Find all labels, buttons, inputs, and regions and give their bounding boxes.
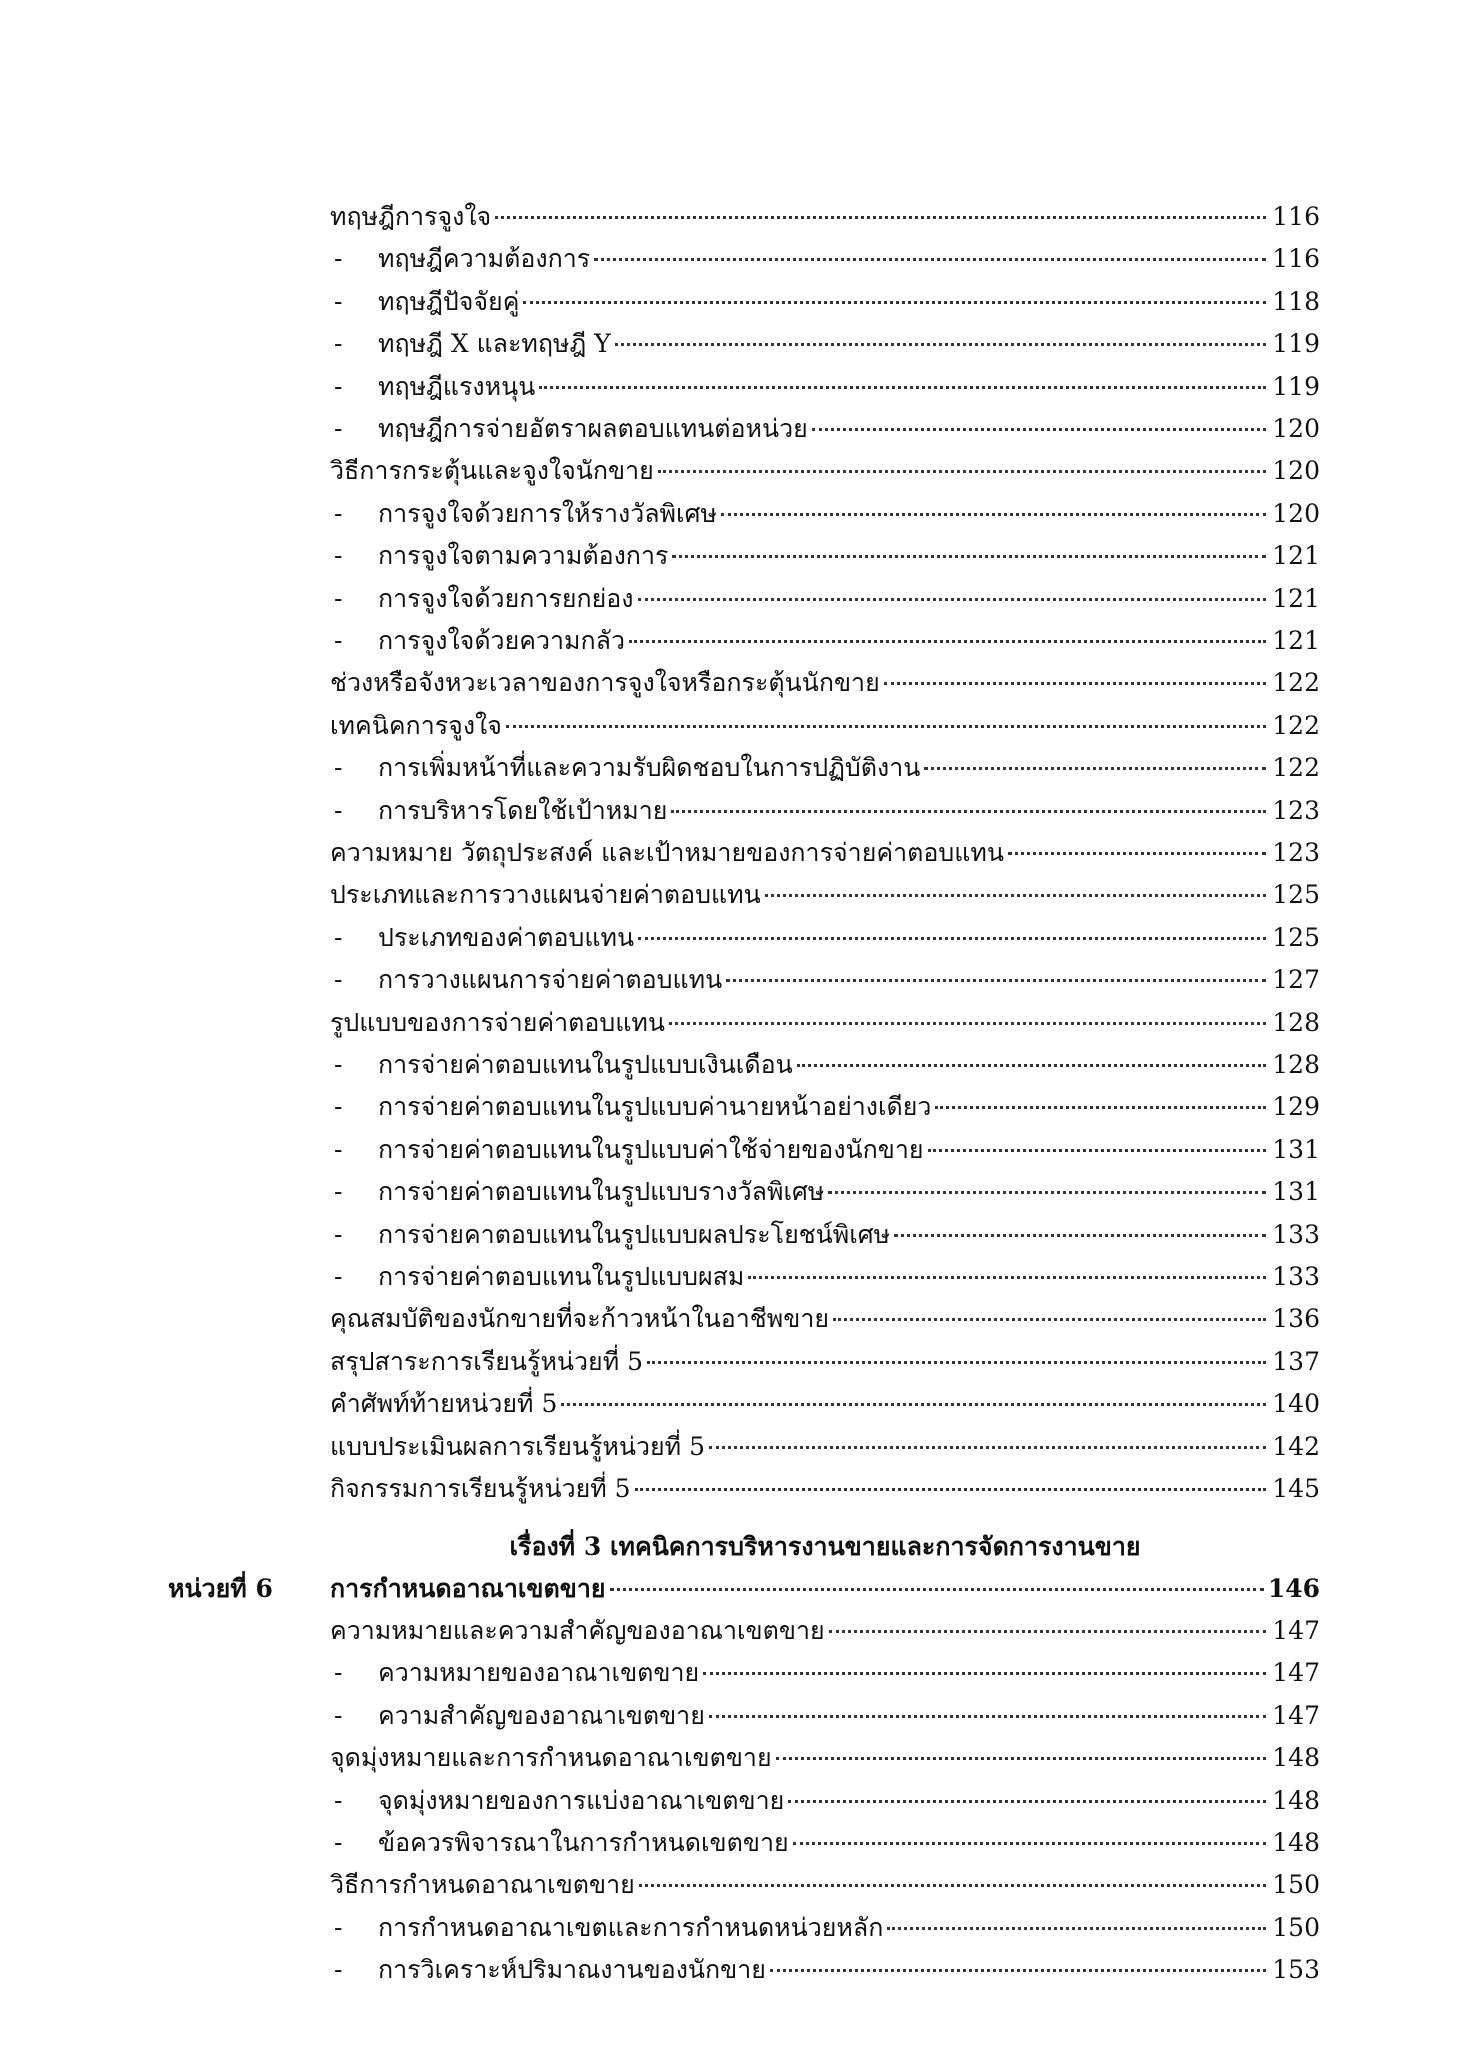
dot-leader	[776, 1757, 1266, 1760]
toc-subentry[interactable]	[330, 537, 1320, 575]
dot-leader	[669, 1022, 1266, 1025]
toc-entry-page: 119	[1272, 329, 1320, 359]
dot-leader	[539, 386, 1266, 389]
dot-leader	[887, 1927, 1266, 1930]
dot-leader	[770, 1969, 1266, 1972]
toc-entry-label: การจูงใจด้วยการยกย่อง	[378, 583, 634, 613]
toc-entry-label: รูปแบบของการจ่ายค่าตอบแทน	[330, 1007, 665, 1037]
toc-subentry[interactable]	[330, 1046, 1320, 1084]
toc-entry-label: การวางแผนการจ่ายค่าตอบแทน	[378, 965, 723, 995]
toc-entry[interactable]	[330, 664, 1320, 702]
toc-subentry[interactable]	[330, 792, 1320, 830]
toc-subentry[interactable]	[330, 1654, 1320, 1692]
dot-leader	[828, 1191, 1266, 1194]
toc-subentry[interactable]	[330, 961, 1320, 999]
toc-entry-label: การจ่ายค่าตอบแทนในรูปแบบรางวัลพิเศษ	[378, 1177, 825, 1207]
dot-leader	[506, 725, 1266, 728]
list-dash: -	[334, 1134, 343, 1164]
toc-entry-page: 127	[1272, 965, 1320, 995]
toc-subentry[interactable]	[330, 1782, 1320, 1820]
dot-leader	[797, 1064, 1266, 1067]
toc-entry[interactable]	[330, 452, 1320, 490]
dot-leader	[658, 470, 1266, 473]
toc-entry-label: การจูงใจด้วยความกลัว	[378, 626, 626, 655]
toc-entry-page: 122	[1272, 668, 1320, 698]
toc-entry-page: 120	[1272, 498, 1320, 528]
toc-subentry[interactable]	[330, 1909, 1320, 1947]
toc-entry-page: 148	[1272, 1743, 1320, 1773]
list-dash: -	[334, 1092, 343, 1122]
toc-entry-label: ความหมาย วัตถุประสงค์ และเป้าหมายของการจ่ายค่าตอบแทน	[330, 838, 1004, 867]
toc-entry-page: 119	[1272, 371, 1320, 401]
toc-entry[interactable]	[330, 1343, 1320, 1381]
toc-entry-page: 128	[1272, 1050, 1320, 1079]
toc-entry[interactable]	[330, 198, 1320, 236]
dot-leader	[726, 979, 1266, 982]
toc-entry-page: 116	[1272, 202, 1320, 231]
toc-entry[interactable]	[330, 707, 1320, 745]
toc-entry-label: การกำหนดอาณาเขตและการกำหนดหน่วยหลัก	[378, 1912, 884, 1942]
toc-entry-label: การจ่ายค่าตอบแทนในรูปแบบค่าใช้จ่ายของนักขาย	[378, 1134, 924, 1164]
toc-entry-page: 125	[1272, 880, 1320, 910]
toc-entry-page: 153	[1272, 1955, 1320, 1985]
toc-entry-label: ข้อควรพิจารณาในการกำหนดเขตขาย	[378, 1828, 789, 1857]
dot-leader	[495, 216, 1266, 219]
toc-entry[interactable]	[330, 1739, 1320, 1777]
toc-subentry[interactable]	[330, 622, 1320, 660]
toc-entry-label: ทฤษฎีปัจจัยคู่	[378, 286, 520, 316]
dot-leader	[935, 1106, 1266, 1109]
dot-leader	[635, 1488, 1266, 1491]
toc-entry-label: การจ่ายค่าตอบแทนในรูปแบบผสม	[378, 1262, 745, 1291]
toc-entry-page: 142	[1272, 1431, 1320, 1461]
toc-entry-label: จุดมุ่งหมายของการแบ่งอาณาเขตขาย	[378, 1785, 785, 1815]
toc-entry-page: 147	[1272, 1658, 1320, 1688]
toc-entry-page: 145	[1272, 1474, 1320, 1503]
toc-entry-page: 121	[1272, 541, 1320, 571]
dot-leader	[833, 1318, 1266, 1321]
list-dash: -	[334, 1912, 343, 1942]
toc-entry-page: 116	[1272, 244, 1320, 274]
toc-entry-label: คำศัพท์ท้ายหน่วยที่ 5	[330, 1389, 558, 1419]
toc-entry-label: การเพิ่มหน้าที่และความรับผิดชอบในการปฏิบัติงาน	[378, 753, 921, 783]
toc-subentry[interactable]	[330, 749, 1320, 787]
toc-entry-page: 137	[1272, 1346, 1320, 1376]
toc-subentry[interactable]	[330, 1697, 1320, 1735]
dot-leader	[709, 1446, 1266, 1449]
section-heading: เรื่องที่ 3 เทคนิคการบริหารงานขายและการจัดการงานขาย	[509, 1532, 1141, 1561]
toc-entry-label: กิจกรรมการเรียนรู้หน่วยที่ 5	[330, 1474, 631, 1503]
toc-entry-label: สรุปสาระการเรียนรู้หน่วยที่ 5	[330, 1346, 644, 1376]
list-dash: -	[334, 626, 343, 655]
dot-leader	[709, 1715, 1266, 1718]
toc-subentry[interactable]	[330, 580, 1320, 618]
dot-leader	[672, 555, 1266, 558]
toc-entry-page: 121	[1272, 583, 1320, 613]
toc-entry[interactable]	[330, 1004, 1320, 1042]
toc-entry-label: ทฤษฎีการจ่ายอัตราผลตอบแทนต่อหน่วย	[378, 414, 808, 443]
dot-leader	[829, 1630, 1266, 1633]
toc-subentry[interactable]	[330, 495, 1320, 533]
list-dash: -	[334, 1658, 343, 1688]
toc-entry-label: ช่วงหรือจังหวะเวลาของการจูงใจหรือกระตุ้นนักขาย	[330, 668, 880, 698]
toc-entry-label: ทฤษฎีแรงหนุน	[378, 371, 536, 401]
dot-leader	[924, 767, 1266, 770]
toc-subentry[interactable]	[330, 240, 1320, 278]
list-dash: -	[334, 1219, 343, 1249]
list-dash: -	[334, 498, 343, 528]
toc-entry-page: 148	[1272, 1828, 1320, 1857]
toc-entry[interactable]	[330, 1470, 1320, 1508]
toc-entry-label: วิธีการกำหนดอาณาเขตขาย	[330, 1870, 635, 1900]
toc-subentry[interactable]	[330, 1951, 1320, 1989]
dot-leader	[523, 301, 1266, 304]
toc-entry-label: ความหมายของอาณาเขตขาย	[378, 1658, 700, 1688]
dot-leader	[671, 810, 1266, 813]
toc-entry-label: การวิเคราะห์ปริมาณงานของนักขาย	[378, 1955, 766, 1985]
toc-subentry[interactable]	[330, 1088, 1320, 1126]
toc-entry-page: 147	[1272, 1616, 1320, 1645]
dot-leader	[638, 598, 1267, 601]
dot-leader	[638, 937, 1266, 940]
dot-leader	[928, 1149, 1266, 1152]
toc-subentry[interactable]	[330, 368, 1320, 406]
list-dash: -	[334, 541, 343, 571]
toc-entry-page: 133	[1272, 1219, 1320, 1249]
list-dash: -	[334, 244, 343, 274]
toc-entry-page: 131	[1272, 1177, 1320, 1207]
dot-leader	[629, 640, 1266, 643]
toc-entry[interactable]	[330, 1612, 1320, 1650]
toc-entry-label: ทฤษฎีความต้องการ	[378, 244, 591, 274]
toc-entry-page: 123	[1272, 795, 1320, 825]
toc-entry-page: 122	[1272, 710, 1320, 740]
toc-entry-label: ทฤษฎี X และทฤษฎี Y	[378, 329, 611, 359]
list-dash: -	[334, 753, 343, 783]
toc-entry-page: 123	[1272, 838, 1320, 867]
dot-leader	[812, 428, 1266, 431]
dot-leader	[788, 1800, 1266, 1803]
toc-subentry[interactable]	[330, 1216, 1320, 1254]
list-dash: -	[334, 965, 343, 995]
dot-leader	[615, 343, 1266, 346]
dot-leader	[1008, 852, 1266, 855]
list-dash: -	[334, 1700, 343, 1730]
toc-entry-label: การจูงใจตามความต้องการ	[378, 541, 669, 571]
list-dash: -	[334, 1828, 343, 1857]
toc-entry-page: 129	[1272, 1092, 1320, 1122]
toc-subentry[interactable]	[330, 1824, 1320, 1862]
dot-leader	[594, 258, 1266, 261]
toc-entry[interactable]	[330, 876, 1320, 914]
dot-leader	[610, 1588, 1264, 1591]
toc-entry-page: 125	[1272, 922, 1320, 952]
toc-subentry[interactable]	[330, 1131, 1320, 1169]
dot-leader	[765, 894, 1266, 897]
toc-entry-page: 150	[1272, 1870, 1320, 1900]
toc-entry-label: การบริหารโดยใช้เป้าหมาย	[378, 795, 668, 825]
dot-leader	[647, 1361, 1266, 1364]
toc-entry-page: 147	[1272, 1700, 1320, 1730]
toc-entry-page: 120	[1272, 414, 1320, 443]
dot-leader	[639, 1884, 1266, 1887]
unit-title-row[interactable]	[330, 1570, 1320, 1608]
toc-entry-page: 146	[1267, 1574, 1320, 1603]
dot-leader	[884, 682, 1266, 685]
list-dash: -	[334, 1177, 343, 1207]
dot-leader	[793, 1842, 1266, 1845]
toc-subentry[interactable]	[330, 325, 1320, 363]
toc-entry-page: 131	[1272, 1134, 1320, 1164]
toc-entry-page: 121	[1272, 626, 1320, 655]
list-dash: -	[334, 1262, 343, 1291]
toc-entry[interactable]	[330, 834, 1320, 872]
list-dash: -	[334, 583, 343, 613]
list-dash: -	[334, 922, 343, 952]
list-dash: -	[334, 329, 343, 359]
list-dash: -	[334, 1050, 343, 1079]
list-dash: -	[334, 414, 343, 443]
list-dash: -	[334, 1955, 343, 1985]
toc-entry-label: จุดมุ่งหมายและการกำหนดอาณาเขตขาย	[330, 1743, 772, 1773]
toc-entry-page: 148	[1272, 1785, 1320, 1815]
toc-subentry[interactable]	[330, 919, 1320, 957]
toc-subentry[interactable]	[330, 410, 1320, 448]
toc-entry-page: 128	[1272, 1007, 1320, 1037]
toc-entry[interactable]	[330, 1866, 1320, 1904]
list-dash: -	[334, 286, 343, 316]
toc-entry-page: 120	[1272, 456, 1320, 486]
toc-entry-label: ประเภทและการวางแผนจ่ายค่าตอบแทน	[330, 880, 761, 910]
unit-label: หน่วยที่ 6	[168, 1574, 273, 1603]
toc-entry-label: การจ่ายค่าตอบแทนในรูปแบบค่านายหน้าอย่างเดียว	[378, 1092, 932, 1122]
list-dash: -	[334, 1785, 343, 1815]
toc-subentry[interactable]	[330, 1173, 1320, 1211]
toc-entry-label: การจูงใจด้วยการให้รางวัลพิเศษ	[378, 498, 717, 528]
list-dash: -	[334, 795, 343, 825]
dot-leader	[894, 1234, 1266, 1237]
list-dash: -	[334, 371, 343, 401]
dot-leader	[721, 513, 1266, 516]
dot-leader	[561, 1403, 1266, 1406]
toc-entry-label: ความสำคัญของอาณาเขตขาย	[378, 1700, 705, 1730]
dot-leader	[748, 1276, 1266, 1279]
toc-entry-label: แบบประเมินผลการเรียนรู้หน่วยที่ 5	[330, 1431, 705, 1461]
toc-entry[interactable]	[330, 1385, 1320, 1423]
dot-leader	[703, 1672, 1266, 1675]
toc-entry-label: การกำหนดอาณาเขตขาย	[330, 1574, 606, 1603]
toc-entry-label: เทคนิคการจูงใจ	[330, 710, 502, 740]
toc-entry-label: คุณสมบัติของนักขายที่จะก้าวหน้าในอาชีพขาย	[330, 1304, 830, 1334]
toc-subentry[interactable]	[330, 283, 1320, 321]
toc-entry-label: การจ่ายค่าตอบแทนในรูปแบบเงินเดือน	[378, 1050, 793, 1079]
toc-entry-page: 122	[1272, 753, 1320, 783]
toc-entry[interactable]	[330, 1300, 1320, 1338]
toc-entry-label: ประเภทของค่าตอบแทน	[378, 922, 635, 952]
toc-entry[interactable]	[330, 1428, 1320, 1466]
toc-entry-label: วิธีการกระตุ้นและจูงใจนักขาย	[330, 456, 654, 486]
toc-entry-page: 118	[1272, 286, 1320, 316]
toc-entry-label: ความหมายและความสำคัญของอาณาเขตขาย	[330, 1616, 825, 1645]
toc-entry-label: ทฤษฎีการจูงใจ	[330, 202, 492, 231]
toc-entry-label: การจ่ายคาตอบแทนในรูปแบบผลประโยชน์พิเศษ	[378, 1219, 891, 1249]
toc-entry-page: 133	[1272, 1262, 1320, 1291]
toc-entry-page: 150	[1272, 1912, 1320, 1942]
toc-entry-page: 136	[1272, 1304, 1320, 1334]
toc-subentry[interactable]	[330, 1258, 1320, 1296]
toc-entry-page: 140	[1272, 1389, 1320, 1419]
